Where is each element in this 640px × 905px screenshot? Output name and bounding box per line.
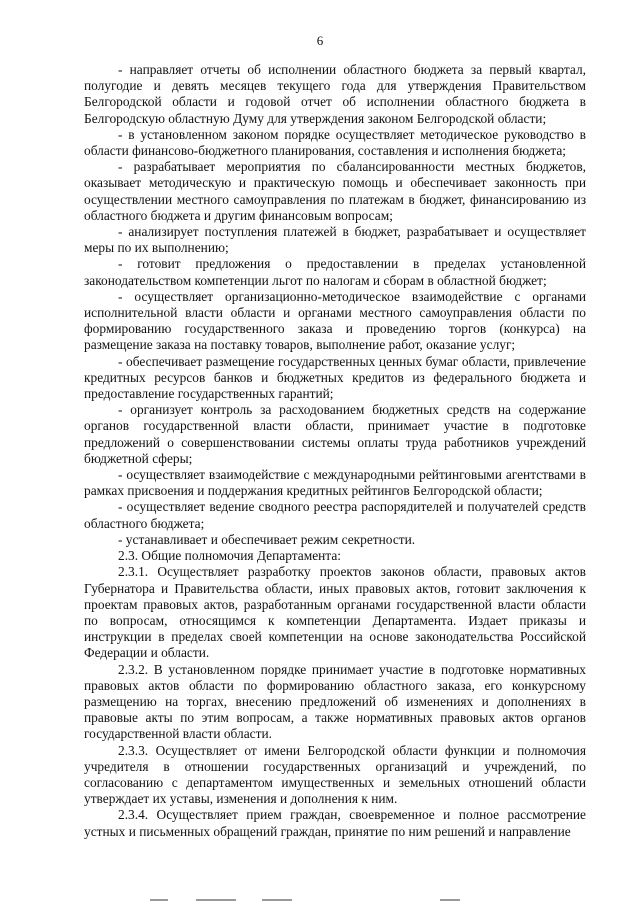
paragraph: - организует контроль за расходованием бюджетных средств на содержание органов государственной власти области, принимает участие в подготовке предложений о совершенствовании системы оплаты труда работников учреждений бюджетной сферы; [84, 402, 586, 466]
paragraph: - в установленном законом порядке осуществляет методическое руководство в области финансово-бюджетного планирования, составления и исполнения бюджета; [84, 126, 586, 159]
paragraph: - осуществляет ведение сводного реестра распорядителей и получателей средств областного бюджета; [84, 499, 586, 531]
paragraph: 2.3.2. В установленном порядке принимает участие в подготовке нормативных правовых актов области по формированию областного заказа, его конкурсному размещению на торгах, внесению предложений об изменениях и дополнениях в правовые акты по этим вопросам, а также нормативных правовых актов органов государственной власти области. [84, 661, 586, 742]
section-heading: 2.3. Общие полномочия Департамента: [118, 548, 341, 564]
paragraph: - устанавливает и обеспечивает режим секретности. [118, 531, 416, 547]
paragraph: - осуществляет взаимодействие с международными рейтинговыми агентствами в рамках присвоения и поддержания кредитных рейтингов Белгородской области; [84, 467, 586, 499]
paragraph: - осуществляет организационно-методическое взаимодействие с органами исполнительной власти области и органами местного самоуправления области по формированию государственного заказа и проведению торгов (конкурса) на размещение заказа на поставку товаров, выполнение работ, оказание услуг; [84, 288, 586, 353]
paragraph: - направляет отчеты об исполнении областного бюджета за первый квартал, полугодие и девять месяцев текущего года для утверждения Правительством Белгородской области и годовой отчет об исполнении областного бюджета в Белгородскую областную Думу для утверждения законом Белгородской области; [84, 62, 586, 126]
paragraph: 2.3.4. Осуществляет прием граждан, своевременное и полное рассмотрение устных и письменных обращений граждан, принятие по ним решений и направление [84, 807, 586, 839]
paragraph: - разрабатывает мероприятия по сбалансированности местных бюджетов, оказывает методическую и практическую помощь и обеспечивает законность при осуществлении местного самоуправления по платежам в бюджет, финансированию из областного бюджета и другим финансовым вопросам; [84, 159, 586, 223]
paragraph: 2.3.3. Осуществляет от имени Белгородской области функции и полномочия учредителя в отношении государственных организаций и учреждений, по согласованию с департаментом имущественных и земельных отношений области утверждает их уставы, изменения и дополнения к ним. [84, 742, 586, 807]
paragraph: - готовит предложения о предоставлении в пределах установленной законодательством компетенции льгот по налогам и сборам в областной бюджет; [84, 256, 586, 288]
scan-edge-marks [0, 893, 640, 905]
paragraph: - обеспечивает размещение государственных ценных бумаг области, привлечение кредитных ресурсов банков и бюджетных кредитов из федерального бюджета и предоставление государственных гарантий; [84, 353, 586, 402]
paragraph: - анализирует поступления платежей в бюджет, разрабатывает и осуществляет меры по их выполнению; [84, 224, 586, 256]
paragraph: 2.3.1. Осуществляет разработку проектов законов области, правовых актов Губернатора и Правительства области, иных правовых актов, готовит заключения к проектам правовых актов, разработанным органами государственной власти области по вопросам, относящимся к компетенции Департамента. Издает приказы и инструкции в пределах своей компетенции на основе законодательства Российской Федерации и области. [84, 564, 586, 661]
document-body [84, 62, 586, 840]
page-number: 6 [316, 33, 324, 48]
